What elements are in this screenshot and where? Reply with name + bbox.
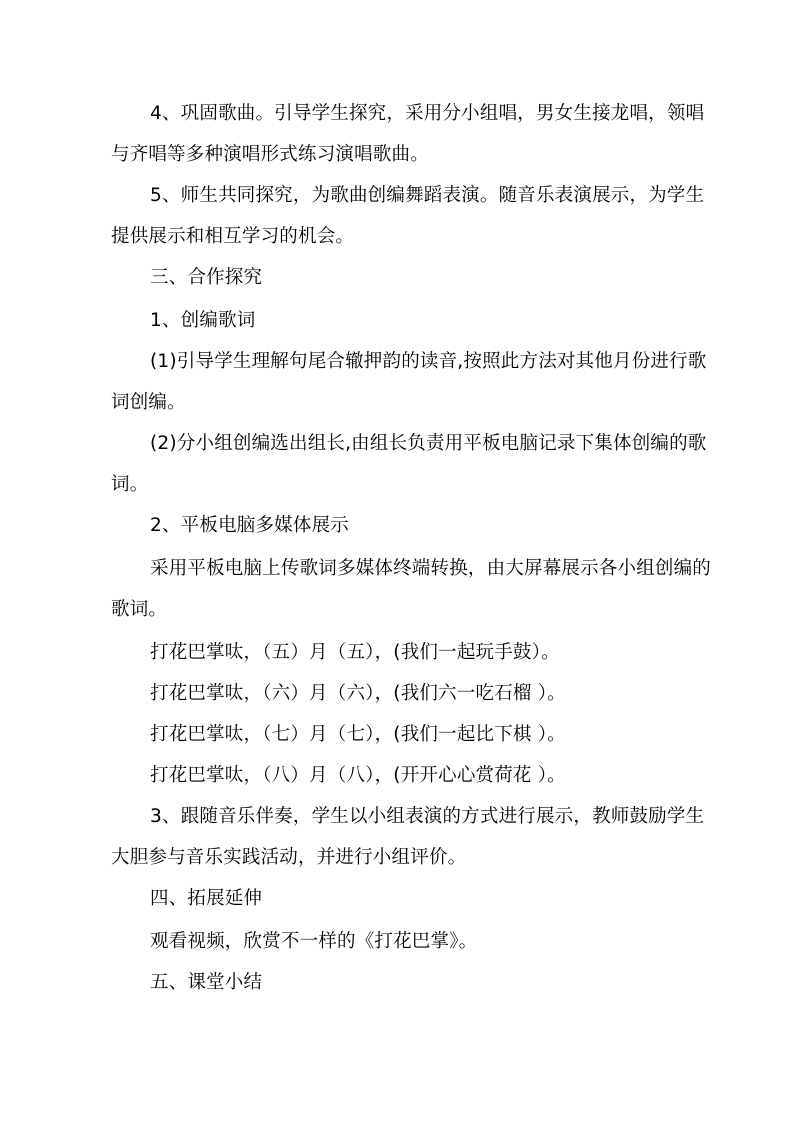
lyric-line: 打花巴掌呔，（七）月（七），(我们一起比下棋 ）。 bbox=[150, 724, 566, 745]
paragraph-line: 5、师生共同探究，为歌曲创编舞蹈表演。随音乐表演展示，为学生 bbox=[150, 185, 705, 206]
subsection-heading: 2、平板电脑多媒体展示 bbox=[150, 515, 349, 536]
paragraph-line: (2)分小组创编选出组长,由组长负责用平板电脑记录下集体创编的歌 bbox=[150, 433, 707, 454]
section-heading: 三、合作探究 bbox=[150, 267, 263, 288]
lyric-line: 打花巴掌呔，（五）月（五），(我们一起玩手鼓）。 bbox=[150, 642, 560, 663]
lyric-line: 打花巴掌呔，（八）月（八），(开开心心赏荷花 ）。 bbox=[150, 765, 566, 786]
paragraph-line: 提供展示和相互学习的机会。 bbox=[111, 226, 355, 247]
paragraph-line: 与齐唱等多种演唱形式练习演唱歌曲。 bbox=[111, 144, 429, 165]
section-heading: 四、拓展延伸 bbox=[150, 888, 263, 909]
paragraph-line: 大胆参与音乐实践活动，并进行小组评价。 bbox=[111, 847, 467, 868]
lyric-line: 打花巴掌呔，（六）月（六），(我们六一吃石榴 ）。 bbox=[150, 683, 566, 704]
section-heading: 五、课堂小结 bbox=[150, 972, 263, 993]
paragraph-line: (1)引导学生理解句尾合辙押韵的读音,按照此方法对其他月份进行歌 bbox=[150, 351, 707, 372]
subsection-heading: 1、创编歌词 bbox=[150, 310, 256, 331]
paragraph-line: 采用平板电脑上传歌词多媒体终端转换，由大屏幕展示各小组创编的 bbox=[150, 558, 712, 579]
paragraph-line: 3、跟随音乐伴奏，学生以小组表演的方式进行展示，教师鼓励学生 bbox=[150, 806, 705, 827]
paragraph-line: 观看视频，欣赏不一样的《打花巴掌》。 bbox=[150, 931, 478, 952]
paragraph-line: 歌词。 bbox=[111, 599, 168, 620]
paragraph-line: 词。 bbox=[111, 474, 149, 495]
paragraph-line: 词创编。 bbox=[111, 392, 186, 413]
paragraph-line: 4、巩固歌曲。引导学生探究，采用分小组唱，男女生接龙唱，领唱 bbox=[150, 103, 705, 124]
